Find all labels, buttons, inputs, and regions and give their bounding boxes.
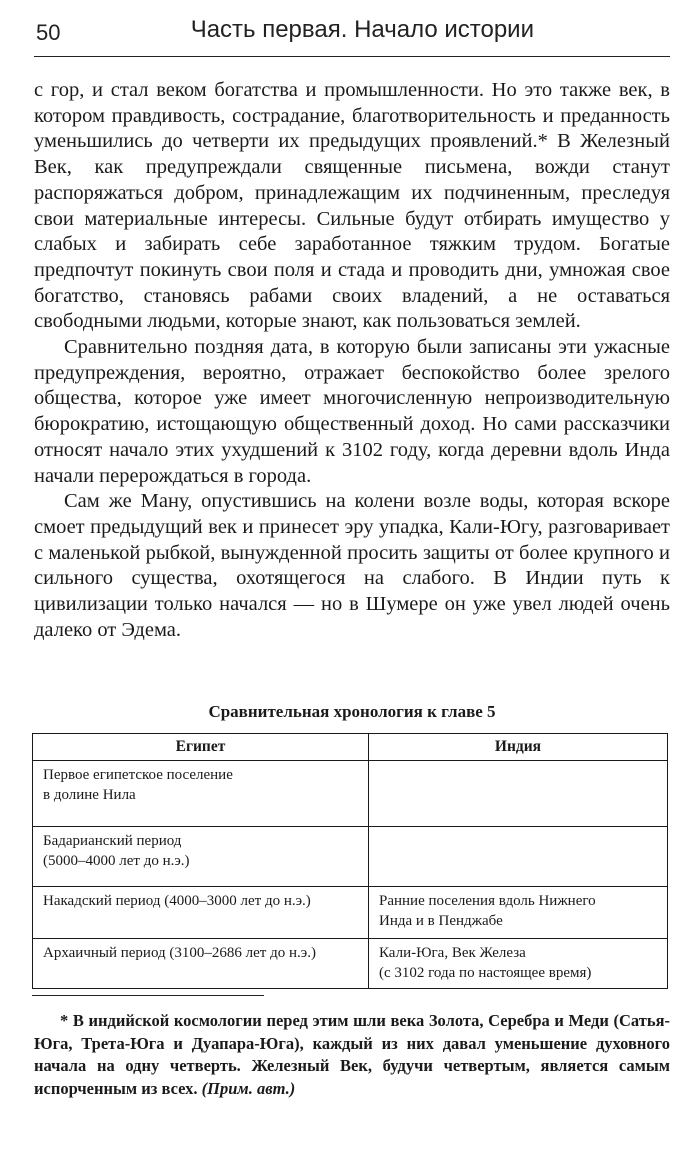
cell-line: (5000–4000 лет до н.э.) bbox=[43, 853, 190, 869]
egypt-cell bbox=[33, 761, 369, 827]
page-number: 50 bbox=[36, 20, 61, 45]
table-caption: Сравнительная хронология к главе 5 bbox=[208, 702, 496, 721]
footnote-divider bbox=[32, 995, 264, 996]
cell-line: Архаичный период (3100–2686 лет до н.э.) bbox=[43, 945, 316, 961]
chronology-table bbox=[32, 733, 668, 989]
paragraph: с гор, и стал веком богатства и промышленности. Но это также век, в котором правдивость, сострадание, благотворительность и преданность уменьшились до четверти их предыдущих проявлений.* В Железный Век, как предупреждали священные письмена, вожди станут распоряжаться добром, принадлежащим их подчиненным, преследуя свои материальные интересы. Сильные будут отбирать имущество у слабых и забирать себе заработанное тяжким трудом. Богатые предпочтут покинуть свои поля и стада и проводить дни, умножая свое богатство, становясь рабами своих владений, а не оставаться свободными людьми, которые знают, как пользоваться землей. bbox=[34, 79, 670, 333]
table-row bbox=[33, 827, 668, 887]
running-title: Часть первая. Начало истории bbox=[190, 16, 534, 43]
table-header-row bbox=[33, 734, 668, 761]
page-header bbox=[34, 10, 670, 57]
table-row bbox=[33, 887, 668, 939]
cell-line: Ранние поселения вдоль Нижнего bbox=[379, 893, 596, 909]
column-header-egypt: Египет bbox=[33, 734, 369, 761]
paragraph: Сам же Ману, опустившись на колени возле воды, которая вскоре смоет предыдущий век и принесет эру упадка, Кали-Югу, разговаривает с маленькой рыбкой, вынужденной просить защиты от более крупного и сильного существа, охотящегося на слабого. В Индии путь к цивилизации только начался — но в Шумере он уже увел людей очень далеко от Эдема. bbox=[34, 490, 670, 641]
egypt-cell bbox=[33, 939, 369, 989]
egypt-cell bbox=[33, 827, 369, 887]
cell-line: Накадский период (4000–3000 лет до н.э.) bbox=[43, 893, 311, 909]
cell-line: (с 3102 года по настоящее время) bbox=[379, 965, 592, 981]
india-cell bbox=[369, 827, 668, 887]
cell-line: в долине Нила bbox=[43, 787, 136, 803]
footnote bbox=[34, 1010, 670, 1100]
cell-line: Инда и в Пенджабе bbox=[379, 913, 503, 929]
egypt-cell bbox=[33, 887, 369, 939]
cell-line: Бадарианский период bbox=[43, 833, 182, 849]
table-row bbox=[33, 939, 668, 989]
india-cell bbox=[369, 761, 668, 827]
footnote-text: * В индийской космологии перед этим шли века Золота, Серебра и Меди (Сатья-Юга, Трета-Юга и Дуапара-Юга), каждый из них давал уменьшение духовного начала на одну четверть. Железный Век, будучи четвертым, является самым испорченным из всех. bbox=[34, 1011, 670, 1098]
paragraph: Сравнительно поздняя дата, в которую были записаны эти ужасные предупреждения, вероятно, отражает беспокойство более зрелого общества, которое уже имеет многочисленную непроизводительную бюрократию, истощающую общественный доход. Но сами рассказчики относят начало этих ухудшений к 3102 году, когда деревни вдоль Инда начали перерождаться в города. bbox=[34, 336, 670, 487]
body-text bbox=[34, 78, 670, 643]
india-cell bbox=[369, 887, 668, 939]
footnote-author-note: (Прим. авт.) bbox=[201, 1078, 296, 1098]
cell-line: Первое египетское поселение bbox=[43, 767, 233, 783]
column-header-india: Индия bbox=[369, 734, 668, 761]
india-cell bbox=[369, 939, 668, 989]
cell-line: Кали-Юга, Век Железа bbox=[379, 945, 526, 961]
table-row bbox=[33, 761, 668, 827]
